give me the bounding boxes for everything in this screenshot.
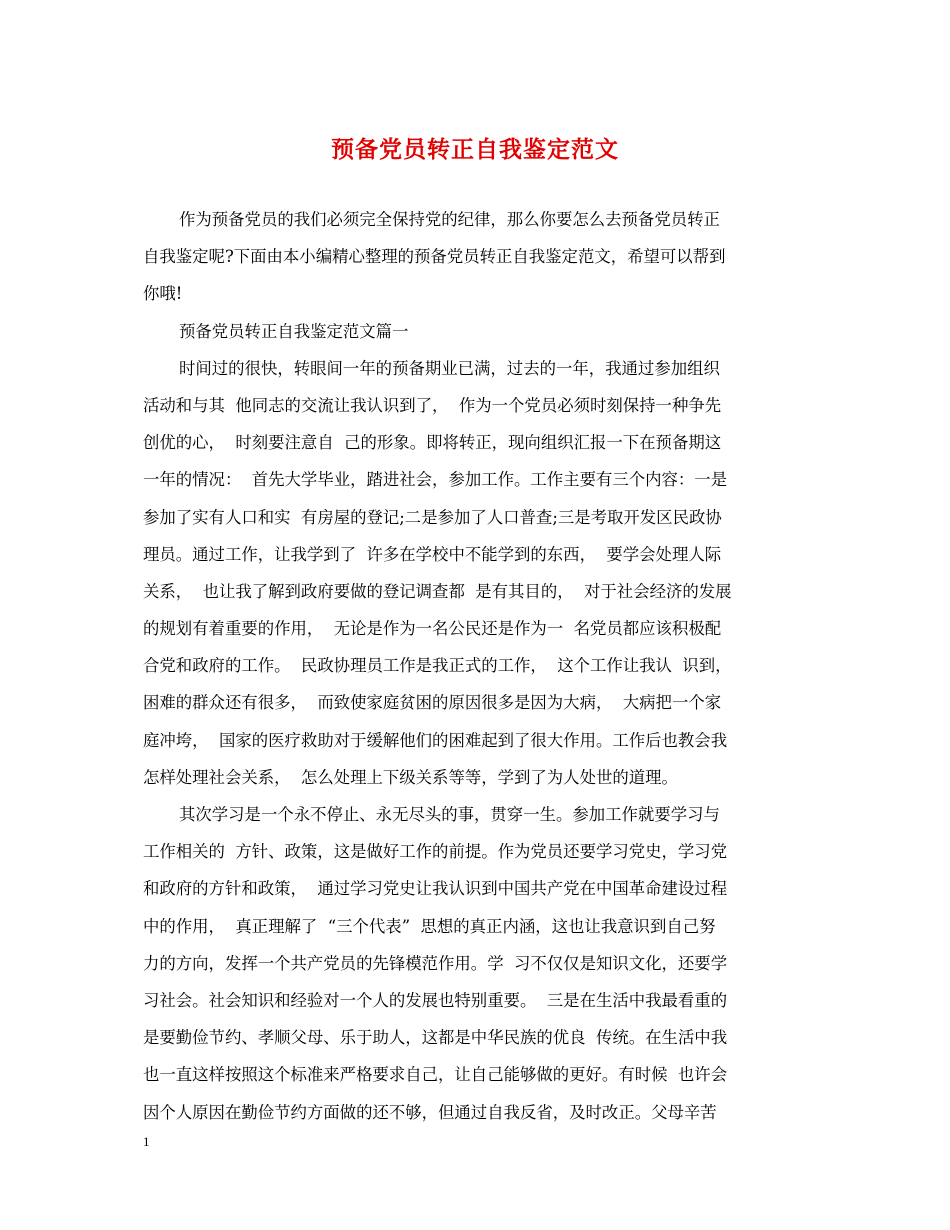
text-line: 活动和与其 他同志的交流让我认识到了， 作为一个党员必须时刻保持一种争先 <box>143 395 722 415</box>
text-line: 作为预备党员的我们必须完全保持党的纪律，那么你要怎么去预备党员转正 <box>179 210 720 229</box>
text-line: 理员。通过工作，让我学到了 许多在学校中不能学到的东西， 要学会处理人际 <box>143 544 722 564</box>
document-title: 预备党员转正自我鉴定范文 <box>331 136 619 163</box>
text-line: 和政府的方针和政策， 通过学习党史让我认识到中国共产党在中国革命建设过程 <box>143 879 728 899</box>
page-number: 1 <box>143 1134 150 1149</box>
text-line: 工作相关的 方针、政策，这是做好工作的前提。作为党员还要学习党史，学习党 <box>143 842 728 862</box>
text-line: 创优的心， 时刻要注意自 己的形象。即将转正，现向组织汇报一下在预备期这 <box>143 433 722 453</box>
text-line: 因个人原因在勤俭节约方面做的还不够，但通过自我反省，及时改正。父母辛苦 <box>143 1102 717 1122</box>
text-line: 力的方向，发挥一个共产党员的先锋模范作用。学 习不仅仅是知识文化，还要学 <box>143 953 728 973</box>
section-heading: 预备党员转正自我鉴定范文篇一 <box>179 321 409 341</box>
text-line: 参加了实有人口和实 有房屋的登记;二是参加了人口普查;三是考取开发区民政协 <box>143 507 722 527</box>
text-line: 关系， 也让我了解到政府要做的登记调查都 是有其目的， 对于社会经济的发展 <box>143 581 732 601</box>
text-line: 困难的群众还有很多， 而致使家庭贫困的原因很多是因为大病， 大病把一个家 <box>143 693 722 713</box>
text-line: 是要勤俭节约、孝顺父母、乐于助人，这都是中华民族的优良 传统。在生活中我 <box>143 1028 728 1048</box>
document-body <box>143 201 810 1131</box>
text-line: 中的作用， 真正理解了 “三个代表” 思想的真正内涵，这也让我意识到自己努 <box>143 916 716 936</box>
text-line: 你哦! <box>143 284 183 304</box>
text-line: 也一直这样按照这个标准来严格要求自己，让自己能够做的更好。有时候 也许会 <box>143 1065 728 1085</box>
text-line: 合党和政府的工作。 民政协理员工作是我正式的工作， 这个工作让我认 识到， <box>143 656 732 676</box>
text-line: 时间过的很快，转眼间一年的预备期业已满，过去的一年，我通过参加组织 <box>179 358 720 378</box>
text-line: 习社会。社会知识和经验对一个人的发展也特别重要。 三是在生活中我最看重的 <box>143 990 728 1010</box>
text-line: 怎样处理社会关系， 怎么处理上下级关系等等，学到了为人处世的道理。 <box>143 767 678 787</box>
text-line: 自我鉴定呢?下面由本小编精心整理的预备党员转正自我鉴定范文，希望可以帮到 <box>143 247 726 267</box>
text-line: 其次学习是一个永不停止、永无尽头的事，贯穿一生。参加工作就要学习与 <box>179 805 720 824</box>
text-line: 的规划有着重要的作用， 无论是作为一名公民还是作为一 名党员都应该积极配 <box>143 619 722 639</box>
text-line: 一年的情况： 首先大学毕业，踏进社会，参加工作。工作主要有三个内容：一是 <box>143 470 728 490</box>
text-line: 庭冲垮， 国家的医疗救助对于缓解他们的困难起到了很大作用。工作后也教会我 <box>143 730 728 750</box>
